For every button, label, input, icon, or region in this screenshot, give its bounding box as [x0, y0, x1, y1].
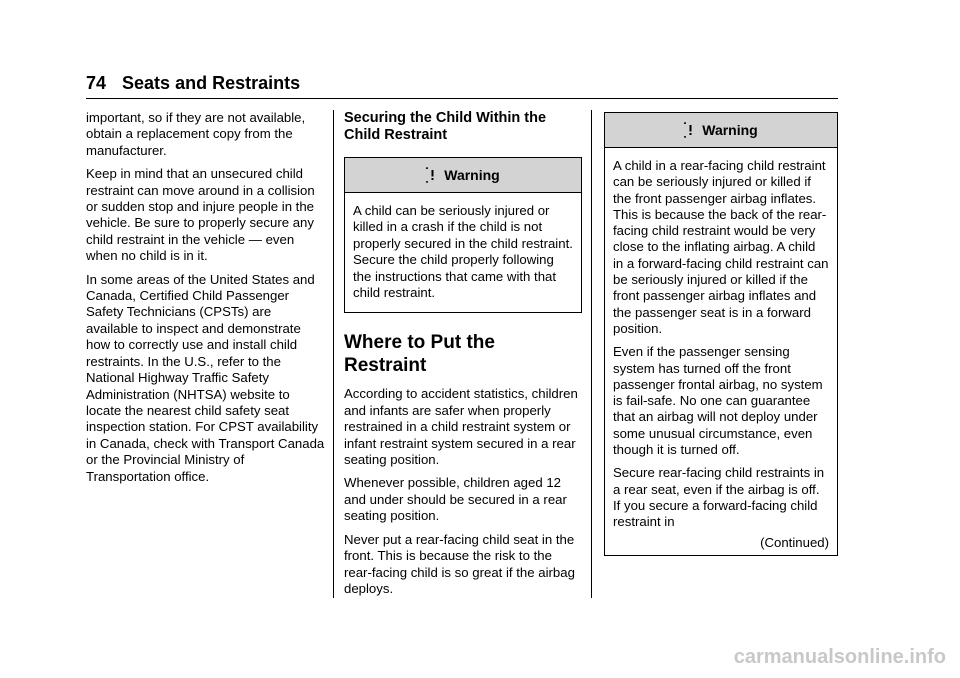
warning-text: A child in a rear-facing child restraint can be seriously injured or killed if the front passenger airbag inflates. This is because the back of the rear-facing child restraint would be very close to the inflating airbag. A child in a forward-facing child restraint can be seriously injured or killed if the front passenger airbag inflates and the passenger seat is in a forward position. — [613, 158, 829, 336]
page-number: 74 — [86, 73, 107, 93]
paragraph: important, so if they are not available, obtain a replacement copy from the manufacturer. — [86, 110, 306, 158]
warning-header — [605, 113, 837, 148]
paragraph: Whenever possible, children aged 12 and under should be secured in a rear seating position. — [344, 475, 567, 524]
warning-text: Even if the passenger sensing system has turned off the front passenger frontal airbag, no system is fail-safe. No one can guarantee that an airbag will not deploy under some unusual circumstance, even though it is turned off. — [613, 344, 823, 458]
column-1 — [86, 110, 326, 492]
column-3 — [604, 112, 838, 562]
warning-title: Warning — [702, 121, 758, 138]
paragraph: In some areas of the United States and Canada, Certified Child Passenger Safety Technicians (CPSTs) are available to inspect and demonstrate how to correctly use and install child restraints. In the U.S., refer to the National Highway Traffic Safety Administration (NHTSA) website to locate the nearest child safety seat inspection station. For CPST availability in Canada, check with Transport Canada or the Provincial Ministry of Transportation office. — [86, 271, 325, 484]
warning-title: Warning — [444, 166, 500, 183]
header-rule — [86, 98, 838, 99]
paragraph: According to accident statistics, children and infants are safer when properly restrained in a child restraint system or infant restraint system secured in a rear seating position. — [344, 386, 578, 468]
warning-box — [604, 112, 838, 556]
paragraph: Keep in mind that an unsecured child restraint can move around in a collision or sudden stop and injure people in the vehicle. Be sure to properly secure any child restraint in the vehicle — even when no child is in it. — [86, 166, 315, 264]
section-title: Seats and Restraints — [122, 73, 301, 93]
column-divider — [333, 110, 334, 598]
paragraph: Never put a rear-facing child seat in the front. This is because the risk to the rear-facing child is so great if the airbag deploys. — [344, 531, 575, 596]
warning-text: A child can be seriously injured or killed in a crash if the child is not properly secured in the child restraint. Secure the child properly following the instructions that came with that child restraint. — [353, 203, 573, 301]
section-heading: Where to Put the Restraint — [344, 332, 495, 377]
page-header — [86, 72, 300, 94]
watermark: carmanualsonline.info — [733, 646, 946, 668]
warning-text: Secure rear-facing child restraints in a rear seat, even if the airbag is off. If you secure a forward-facing child restraint in — [613, 465, 825, 530]
column-2 — [344, 110, 582, 604]
warning-header — [345, 158, 581, 193]
warning-icon — [684, 122, 697, 138]
continued-label: (Continued) — [760, 534, 829, 550]
warning-box — [344, 157, 582, 313]
subheading: Securing the Child Within the Child Restraint — [344, 110, 547, 143]
column-divider — [591, 110, 592, 598]
warning-icon — [426, 167, 439, 183]
